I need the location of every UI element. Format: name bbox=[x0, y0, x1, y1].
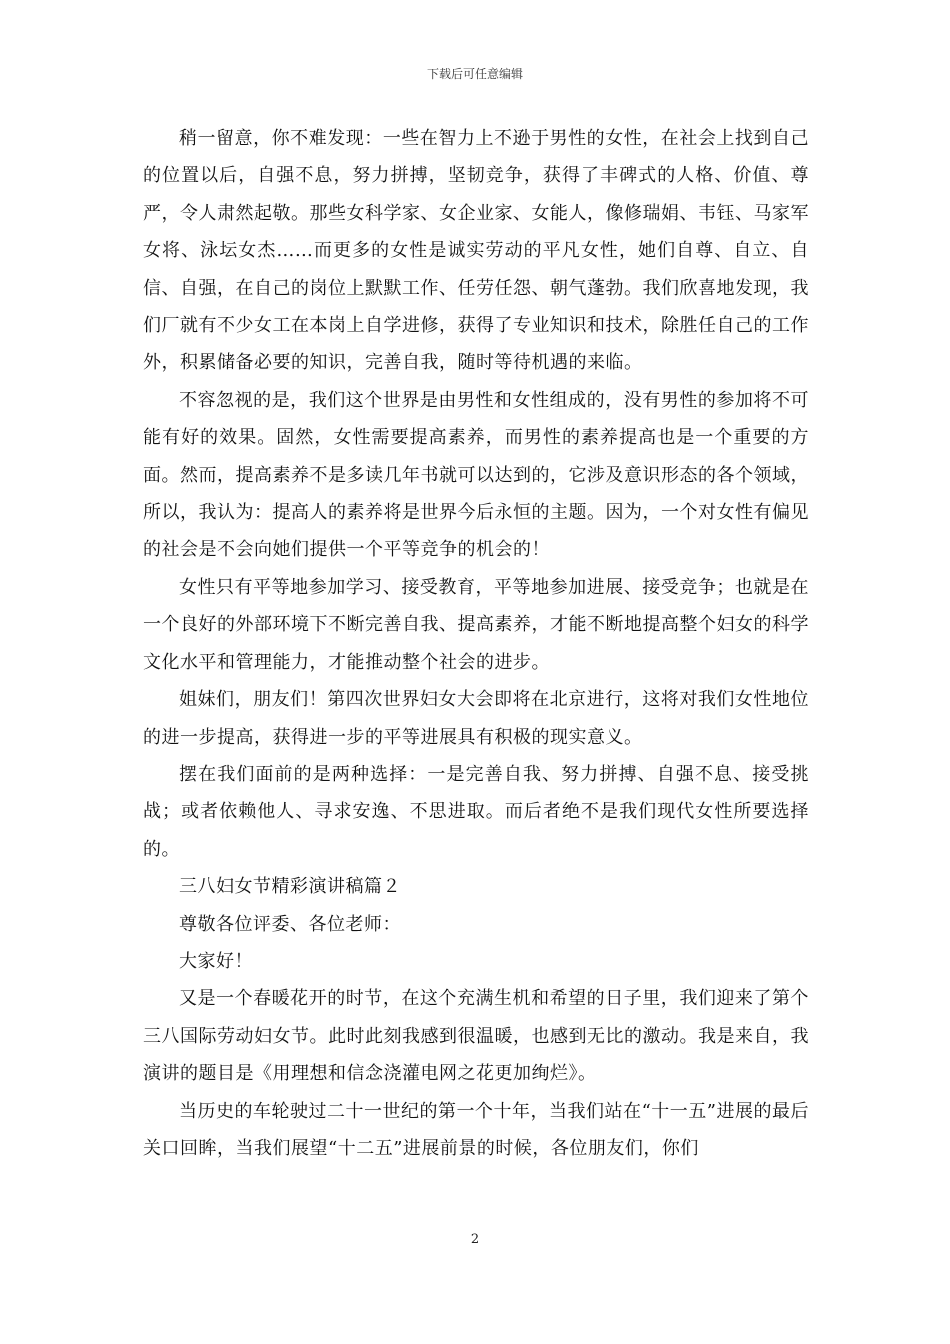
salutation-judges: 尊敬各位评委、各位老师： bbox=[179, 913, 401, 935]
paragraph-world-conference: 姐妹们，朋友们！第四次世界妇女大会即将在北京进行，这将对我们女性地位的进一步提高，获得进一步的平等进展具有积极的现实意义。 bbox=[143, 689, 809, 748]
section-title-speech-2: 三八妇女节精彩演讲稿篇２ bbox=[179, 876, 401, 898]
document-body bbox=[143, 120, 809, 1167]
greeting: 大家好！ bbox=[179, 950, 253, 972]
paragraph-history-wheel: 当历史的车轮驶过二十一世纪的第一个十年，当我们站在“十一五”进展的最后关口回眸，当我们展望“十二五”进展前景的时候，各位朋友们，你们 bbox=[143, 1100, 809, 1159]
paragraph-spring-festival: 又是一个春暖花开的时节，在这个充满生机和希望的日子里，我们迎来了第个三八国际劳动妇女节。此时此刻我感到很温暖，也感到无比的激动。我是来自，我演讲的题目是《用理想和信念浇灌电网之花更加绚烂》。 bbox=[143, 988, 809, 1085]
paragraph-men-and-women: 不容忽视的是，我们这个世界是由男性和女性组成的，没有男性的参加将不可能有好的效果。固然，女性需要提高素养，而男性的素养提高也是一个重要的方面。然而，提高素养不是多读几年书就可以达到的，它涉及意识形态的各个领域，所以，我认为：提高人的素养将是世界今后永恒的主题。因为，一个对女性有偏见的社会是不会向她们提供一个平等竞争的机会的！ bbox=[143, 389, 809, 561]
page-header: 下载后可任意编辑 bbox=[426, 67, 523, 81]
paragraph-two-choices: 摆在我们面前的是两种选择：一是完善自我、努力拼搏、自强不息、接受挑战；或者依赖他人、寻求安逸、不思进取。而后者绝不是我们现代女性所要选择的。 bbox=[143, 763, 809, 860]
page-number: 2 bbox=[470, 1232, 480, 1247]
paragraph-equal-participation: 女性只有平等地参加学习、接受教育，平等地参加进展、接受竞争；也就是在一个良好的外部环境下不断完善自我、提高素养，才能不断地提高整个妇女的科学文化水平和管理能力，才能推动整个社会的进步。 bbox=[143, 576, 809, 673]
paragraph-women-achievements: 稍一留意，你不难发现：一些在智力上不逊于男性的女性，在社会上找到自己的位置以后，自强不息，努力拼搏，坚韧竞争，获得了丰碑式的人格、价值、尊严，令人肃然起敬。那些女科学家、女企业家、女能人，像修瑞娟、韦钰、马家军女将、泳坛女杰……而更多的女性是诚实劳动的平凡女性，她们自尊、自立、自信、自强，在自己的岗位上默默工作、任劳任怨、朝气蓬勃。我们欣喜地发现，我们厂就有不少女工在本岗上自学进修，获得了专业知识和技术，除胜任自己的工作外，积累储备必要的知识，完善自我，随时等待机遇的来临。 bbox=[143, 128, 809, 374]
